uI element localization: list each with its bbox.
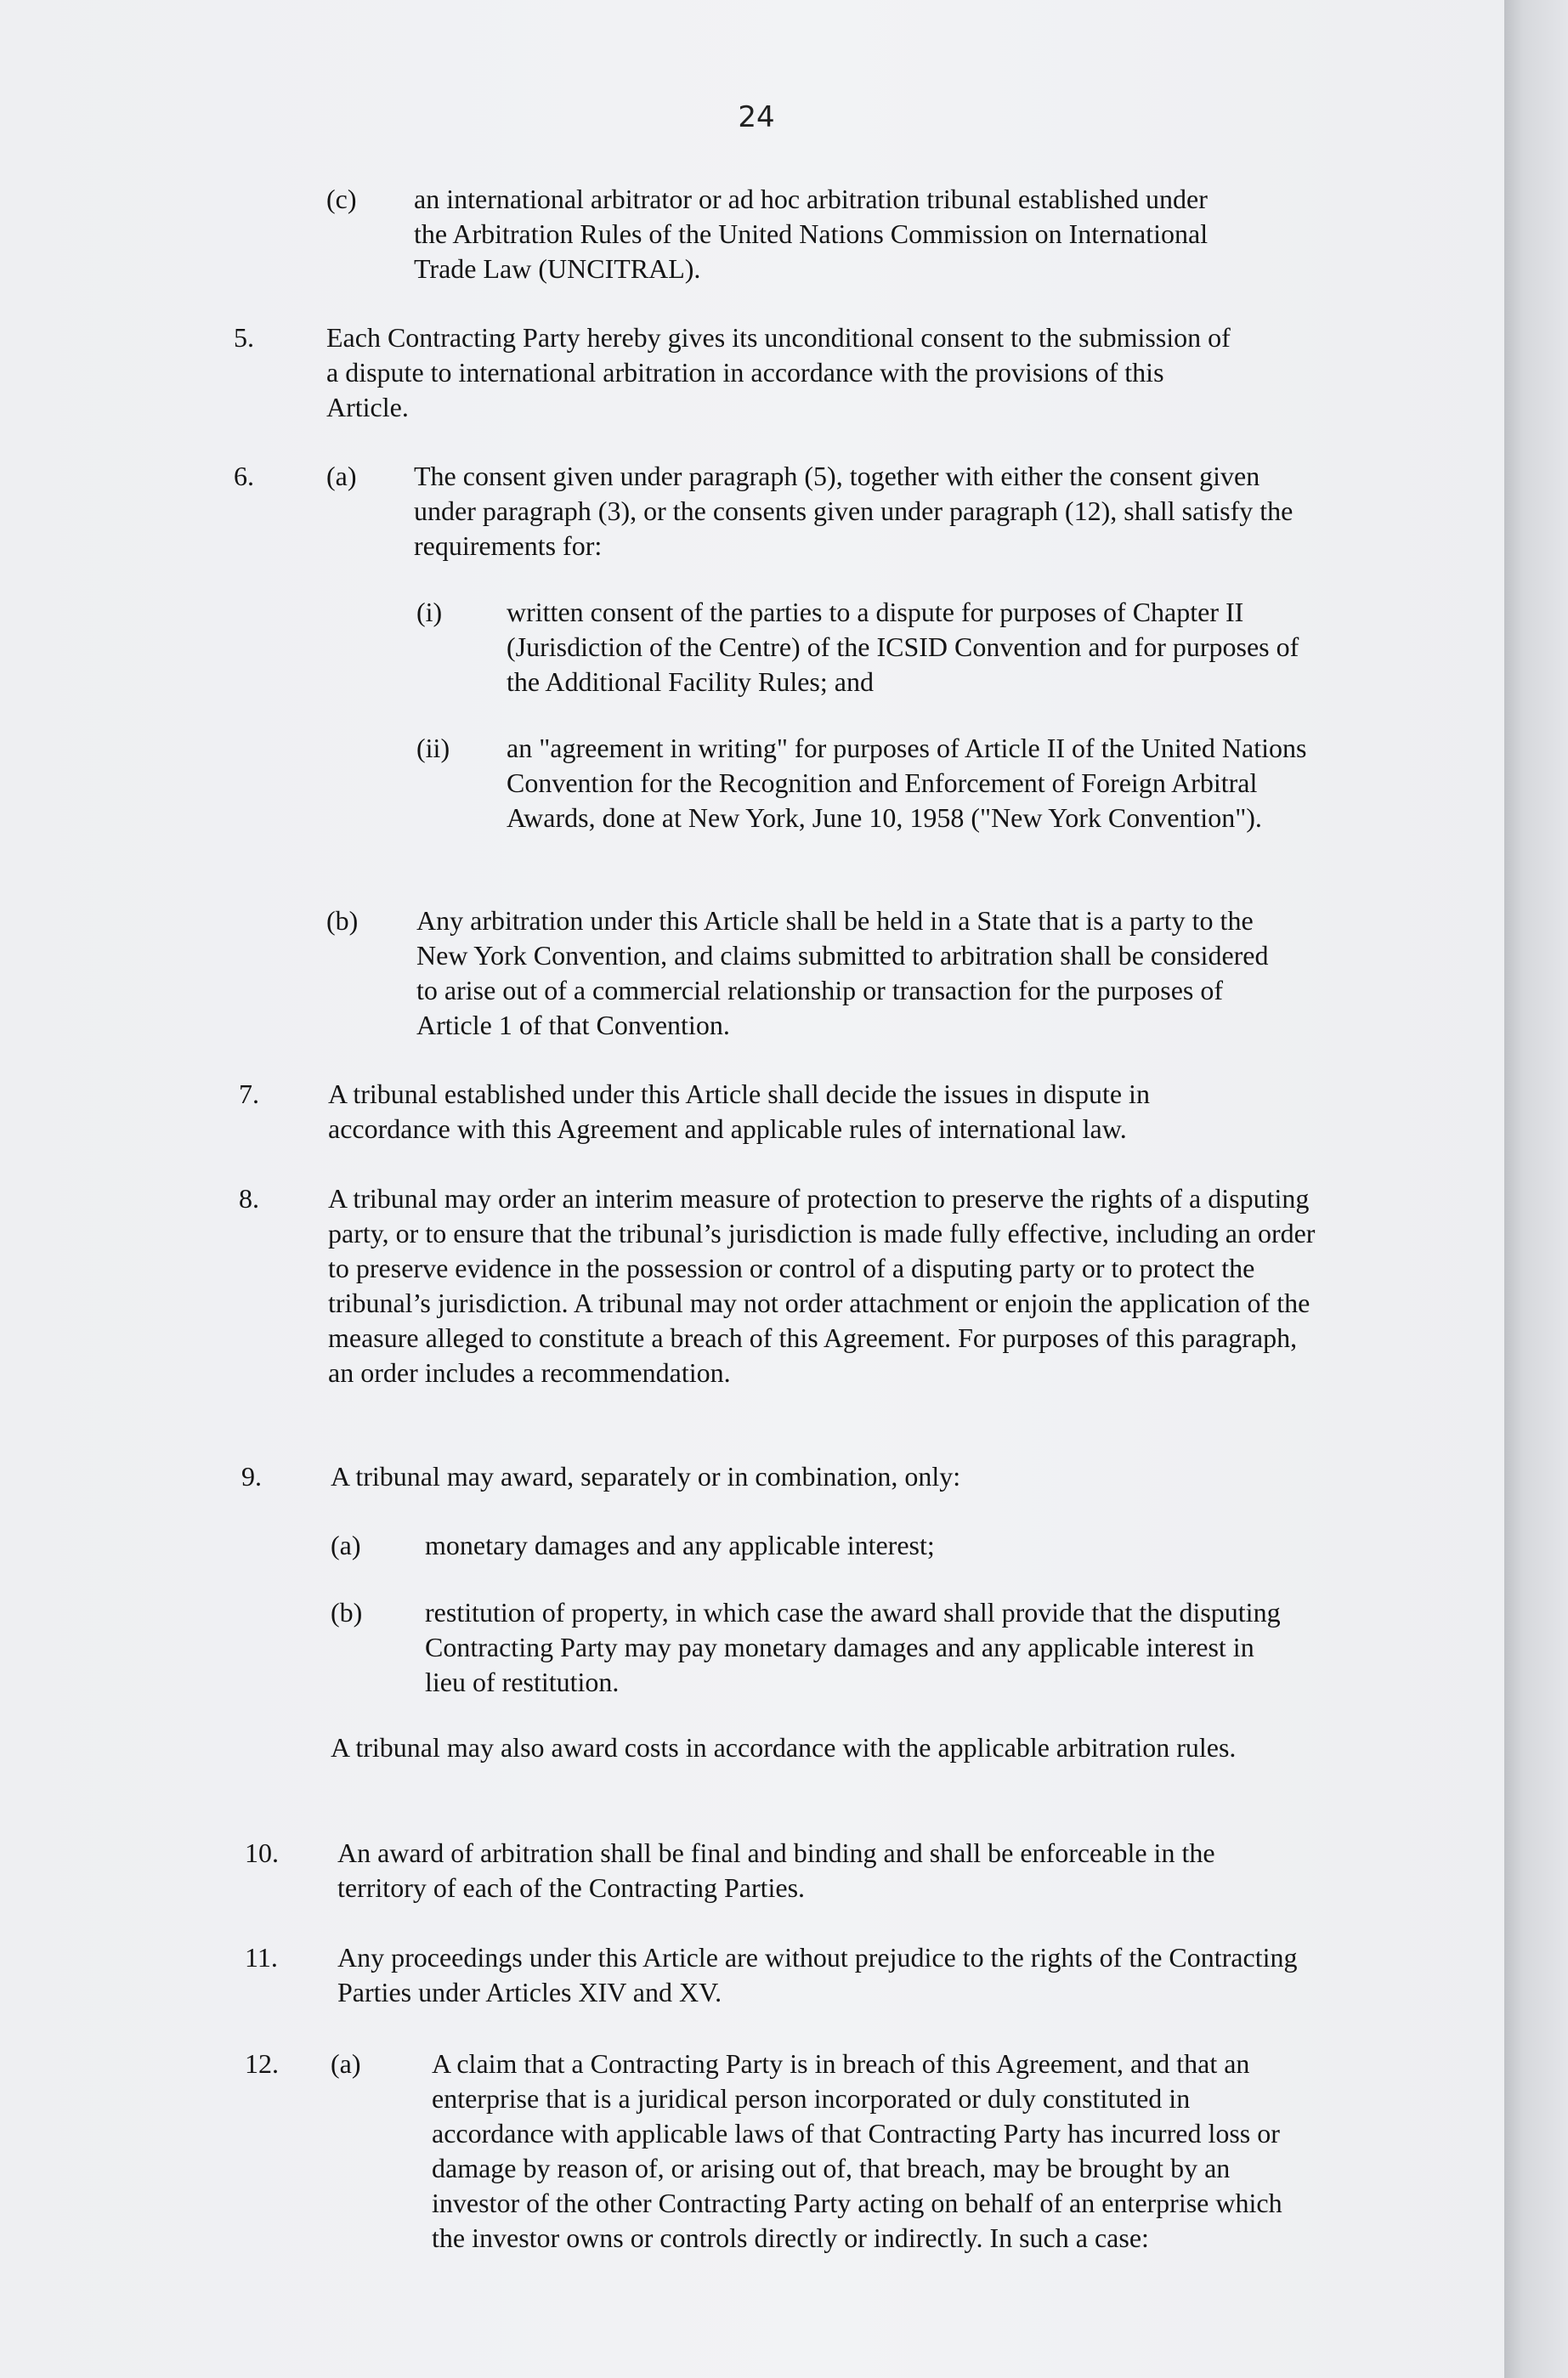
- page-edge: [1504, 0, 1568, 2378]
- paragraph-6a-text: The consent given under paragraph (5), together with either the consent given under paragraph (3), or the consents given under paragraph (12), shall satisfy the requirements for:: [414, 461, 1293, 561]
- paragraph-11-number: 11.: [245, 1942, 278, 1973]
- paragraph-10-number: 10.: [245, 1837, 279, 1868]
- paragraph-8-text: A tribunal may order an interim measure of protection to preserve the rights of a disputing party, or to ensure that the tribunal’s jurisdiction is made fully effective, including an order to preserve evidence in the possession or control of a disputing party or to protect the tribunal’s jurisdiction. A tribunal may not order attachment or enjoin the application of the measure alleged to constitute a breach of this Agreement. For purposes of this paragraph, an order includes a recommendation.: [328, 1183, 1316, 1388]
- paragraph-7-number: 7.: [239, 1079, 259, 1109]
- paragraph-9b-text: restitution of property, in which case the award shall provide that the disputing Contracting Party may pay monetary damages and any applicable interest in lieu of restitution.: [425, 1597, 1281, 1697]
- item-c-text: an international arbitrator or ad hoc arbitration tribunal established under the Arbitration Rules of the United Nations Commission on International Trade Law (UNCITRAL).: [414, 184, 1209, 284]
- paragraph-11-text: Any proceedings under this Article are without prejudice to the rights of the Contracting Parties under Articles XIV and XV.: [337, 1942, 1298, 2007]
- paragraph-6ii-label: (ii): [416, 733, 450, 763]
- paragraph-9a-label: (a): [331, 1530, 361, 1560]
- paragraph-10-text: An award of arbitration shall be final and binding and shall be enforceable in the territory of each of the Contracting Parties.: [337, 1837, 1215, 1903]
- paragraph-9-tail: A tribunal may also award costs in accordance with the applicable arbitration rules.: [331, 1732, 1237, 1763]
- paragraph-6-number: 6.: [234, 461, 254, 491]
- paragraph-12-number: 12.: [245, 2048, 279, 2079]
- paragraph-5-text: Each Contracting Party hereby gives its unconditional consent to the submission of a dispute to international arbitration in accordance with the provisions of this Article.: [326, 322, 1231, 422]
- item-c-label: (c): [326, 184, 357, 214]
- paragraph-12a-text: A claim that a Contracting Party is in breach of this Agreement, and that an enterprise that is a juridical person incorporated or duly constituted in accordance with applicable laws of that Contracting Party has incurred loss or damage by reason of, or arising out of, that breach, may be brought by an investor of the other Contracting Party acting on behalf of an enterprise which the investor owns or controls directly or indirectly. In such a case:: [432, 2048, 1282, 2253]
- paragraph-6ii-text: an "agreement in writing" for purposes of Article II of the United Nations Convention for the Recognition and Enforcement of Foreign Arbitral Awards, done at New York, June 10, 1958 ("New York Convention").: [507, 733, 1307, 833]
- page-number: 24: [738, 100, 775, 134]
- paragraph-6b-text: Any arbitration under this Article shall be held in a State that is a party to the New York Convention, and claims submitted to arbitration shall be considered to arise out of a commercial relationship or transaction for the purposes of Article 1 of that Convention.: [416, 905, 1269, 1040]
- paragraph-7-text: A tribunal established under this Article shall decide the issues in dispute in accordance with this Agreement and applicable rules of international law.: [328, 1079, 1150, 1144]
- paragraph-9a-text: monetary damages and any applicable interest;: [425, 1530, 935, 1560]
- paragraph-8-number: 8.: [239, 1183, 259, 1214]
- paragraph-6i-text: written consent of the parties to a dispute for purposes of Chapter II (Jurisdiction of the Centre) of the ICSID Convention and for purposes of the Additional Facility Rules; and: [507, 597, 1299, 697]
- paragraph-6b-label: (b): [326, 905, 359, 936]
- paragraph-5-number: 5.: [234, 322, 254, 353]
- paragraph-6a-label: (a): [326, 461, 357, 491]
- paragraph-9-text: A tribunal may award, separately or in combination, only:: [331, 1461, 961, 1492]
- paragraph-9b-label: (b): [331, 1597, 363, 1628]
- paragraph-12a-label: (a): [331, 2048, 361, 2079]
- paragraph-9-number: 9.: [241, 1461, 262, 1492]
- paragraph-6i-label: (i): [416, 597, 443, 627]
